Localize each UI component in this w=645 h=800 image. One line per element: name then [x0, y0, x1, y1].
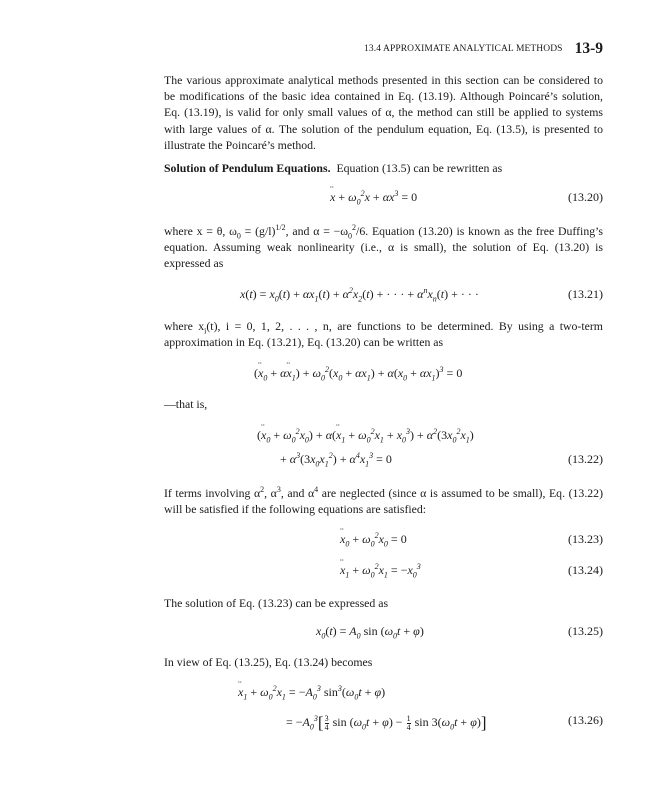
equation-13-20: x ¨ + $\omega_0^2x + \alpha x^3 = 0$ (13.20)	[164, 190, 603, 208]
equation-13-26-line-2: = $-A_0^3$[ $\frac{3}{4}$ $\sin (\omega_0t + \varphi)$ − $\frac{1}{4}$ $\sin 3(\omega_0t + \varphi)$] (13.26)	[286, 713, 603, 732]
section-title: 13.4 APPROXIMATE ANALYTICAL METHODS	[364, 44, 563, 54]
heading-follow-text: Equation (13.5) can be rewritten as	[336, 161, 503, 175]
equation-number: (13.20)	[568, 190, 603, 204]
equation-13-23: x $¨_0 + \omega_0^2x_0 = 0$ (13.23)	[164, 532, 603, 550]
equation-number: (13.21)	[568, 287, 603, 301]
equation-13-22-line-1: (x $¨_0 + \omega_0^2x_0) + \alpha(x$ $¨_1 + \omega_0^2x_1 + x_0^3) + \alpha^2(3x_0^2x_1)$	[164, 428, 603, 446]
heading-paragraph	[164, 160, 603, 176]
equation-number: (13.25)	[568, 624, 603, 638]
equation-two-term: (x $¨_0 + \alpha x$ $¨_1) + \omega_0^2(x_0 + \alpha x_1) + \alpha(x_0 + \alpha x_1)^3 = 0$	[164, 366, 603, 384]
neglect-paragraph: If terms involving $\alpha^2$, $\alpha^3$, and $\alpha^4$ are neglected (since α is assumed to be small), Eq. (13.22) will be satisfied if the following equations are satisfied:	[164, 485, 603, 517]
equation-13-24: x $¨_1 + \omega_0^2x_1 = -x_0^3$ (13.24)	[164, 563, 603, 581]
equation-13-25: $x_0(t) = A_0$ $\sin (\omega_0t + \varphi)$ (13.25)	[316, 624, 603, 641]
in-view-text: In view of Eq. (13.25), Eq. (13.24) becomes	[164, 655, 373, 669]
intro-paragraph: The various approximate analytical methods presented in this section can be considered to be modifications of the basic idea contained in Eq. (13.19). Although Poincaré’s solution, Eq. (13.19), is valid for only small values of α, the method can still be applied to systems with large values of α. The solution of the pendulum equation, Eq. (13.5), is presented to illustrate the Poincaré’s method.	[164, 73, 603, 152]
equation-13-21: $x(t) = x_0(t) + \alpha x_1(t) + \alpha^2x_2(t)$ + · · · + $\alpha^nx_n(t)$ + · · · (13.21)	[240, 286, 603, 304]
running-header	[0, 40, 603, 58]
equation-number: (13.24)	[568, 563, 603, 577]
equation-13-26-line-1: x $¨_1 + \omega_0^2x_1 = -A_0^3$ $\sin^3(\omega_0t + \varphi)$	[164, 685, 603, 703]
equation-number: (13.26)	[568, 713, 603, 727]
page-number: 13-9	[574, 40, 603, 57]
equation-number: (13.23)	[568, 532, 603, 546]
section-heading: Solution of Pendulum Equations.	[164, 161, 331, 175]
equation-13-22-line-2: + $\alpha^3(3x_0x_1^2) + \alpha^4x_1^3 = 0$ (13.22)	[280, 451, 603, 469]
solution-text: The solution of Eq. (13.23) can be expressed as	[164, 596, 389, 610]
two-term-paragraph: where $x_i(t)$, i = 0, 1, 2, . . . , n, are functions to be determined. By using a two-term approximation in Eq. (13.21), Eq. (13.20) can be written as	[164, 319, 603, 350]
equation-number: (13.22)	[568, 452, 603, 466]
that-is-text: —that is,	[164, 397, 208, 411]
duffing-paragraph: where x = θ, $\omega_0 = (g/l)^{1/2}$, and $\alpha = -\omega_0^2/6$. Equation (13.20) is known as the free Duffing’s equation. Assuming weak nonlinearity (i.e., α is small), the solution of Eq. (13.20) is expressed as	[164, 223, 603, 271]
